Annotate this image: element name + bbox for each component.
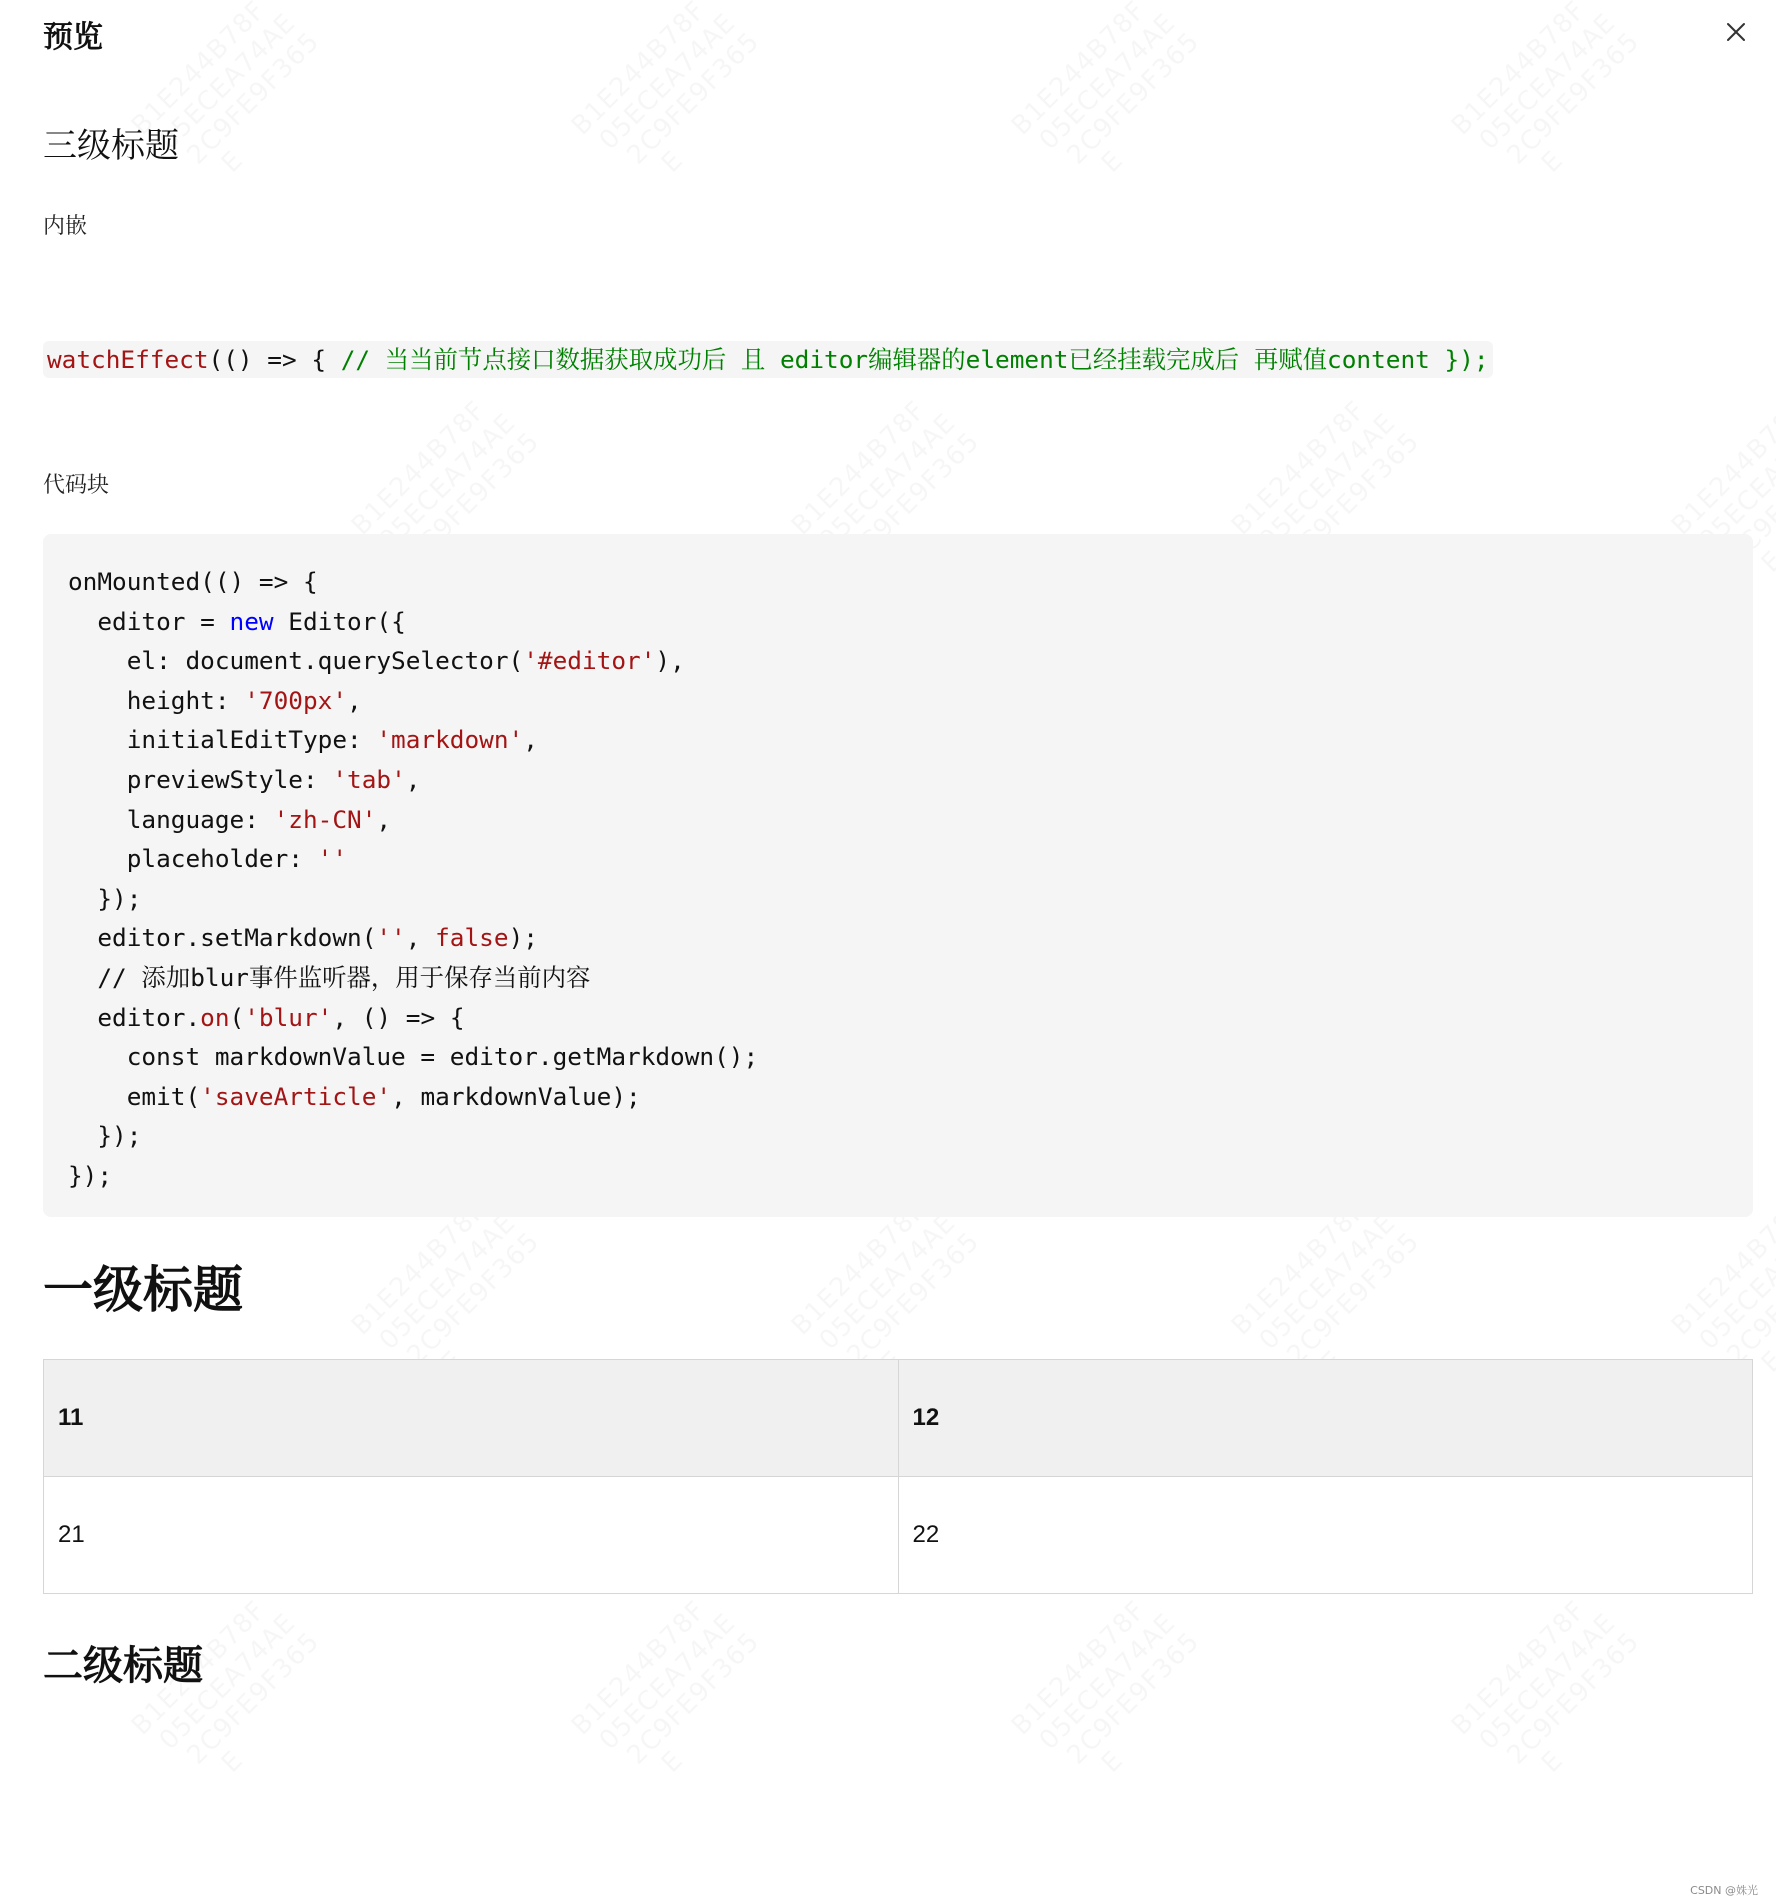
code-token: }); [68,1160,113,1190]
code-line [68,1156,1728,1196]
heading-level-2: 二级标题 [43,1643,203,1689]
code-token: initialEditType: [68,725,377,755]
close-icon [1722,18,1750,46]
code-token: const markdownValue = editor.getMarkdown(); [68,1042,759,1072]
code-token: 'blur' [244,1002,333,1032]
code-token: on [200,1002,230,1032]
code-token: '' [376,923,406,953]
inline-label: 内嵌 [43,214,88,239]
code-token: }); [68,1121,142,1151]
code-token: Editor({ [273,606,406,636]
code-block [43,534,1753,1217]
code-token: false [435,923,509,953]
table-row [44,1477,1753,1594]
code-line [68,641,1728,681]
code-token: editor = [68,606,230,636]
code-token: el: document.querySelector( [68,646,524,676]
code-token: onMounted(() => { [68,567,318,596]
code-token: ), [655,646,685,676]
watermark-text [1006,1584,1227,1805]
code-token: placeholder: [68,844,318,874]
code-line [68,1116,1728,1156]
table-header-cell: 12 [898,1360,1753,1477]
code-token: '#editor' [523,646,656,676]
code-token: , markdownValue); [391,1081,641,1111]
code-token: language: [68,804,274,834]
code-token: 'markdown' [376,725,524,755]
dialog-title: 预览 [43,20,103,55]
code-token: 'tab' [332,764,406,794]
code-line [68,958,1728,998]
inline-code-comment: // 当当前节点接口数据获取成功后 且 editor编辑器的element已经挂载完成后 再赋值content }); [340,345,1489,374]
code-token: , [405,923,436,953]
watermark-text [1446,1584,1667,1805]
table-header-cell: 11 [44,1360,899,1477]
code-token: editor.setMarkdown( [68,923,377,953]
code-token: ); [508,923,538,953]
code-line [68,1077,1728,1117]
code-line [68,998,1728,1038]
code-token: , () => { [332,1002,465,1032]
close-button[interactable] [1722,18,1750,46]
table-cell: 22 [898,1477,1753,1594]
table-header-row [44,1360,1753,1477]
code-token: , [376,804,392,834]
code-line [68,879,1728,919]
code-line [68,1037,1728,1077]
code-token: '' [317,844,348,874]
inline-code-function: watchEffect [47,345,209,374]
code-token: , [523,725,538,755]
inline-code-plain: (() => { [208,345,341,374]
markdown-table [43,1359,1753,1594]
watermark-text [126,1584,347,1805]
code-line [68,602,1728,642]
code-token: , [347,685,362,715]
code-token: height: [68,685,245,715]
code-line [68,800,1728,840]
dialog-header [0,0,1776,80]
table-cell: 21 [44,1477,899,1594]
code-line [68,562,1728,602]
code-block-label: 代码块 [43,473,110,498]
heading-level-3: 三级标题 [43,126,179,166]
inline-code [43,341,1493,378]
footer-credit: CSDN @姝光 [1690,1884,1758,1897]
code-token: new [229,606,274,636]
code-token: ( [229,1002,245,1032]
code-token: previewStyle: [68,764,333,794]
code-line [68,720,1728,760]
code-token: , [405,764,421,794]
code-line [68,681,1728,721]
code-token: 'saveArticle' [200,1081,392,1111]
heading-level-1: 一级标题 [43,1261,243,1319]
code-token: // 添加blur事件监听器，用于保存当前内容 [68,962,591,992]
code-token: 'zh-CN' [273,804,377,834]
code-line [68,839,1728,879]
code-token: '700px' [244,685,348,715]
watermark-text [566,1584,787,1805]
code-line [68,760,1728,800]
code-line [68,918,1728,958]
code-token: }); [68,883,142,913]
code-token: emit( [68,1081,201,1111]
code-token: editor. [68,1002,201,1032]
